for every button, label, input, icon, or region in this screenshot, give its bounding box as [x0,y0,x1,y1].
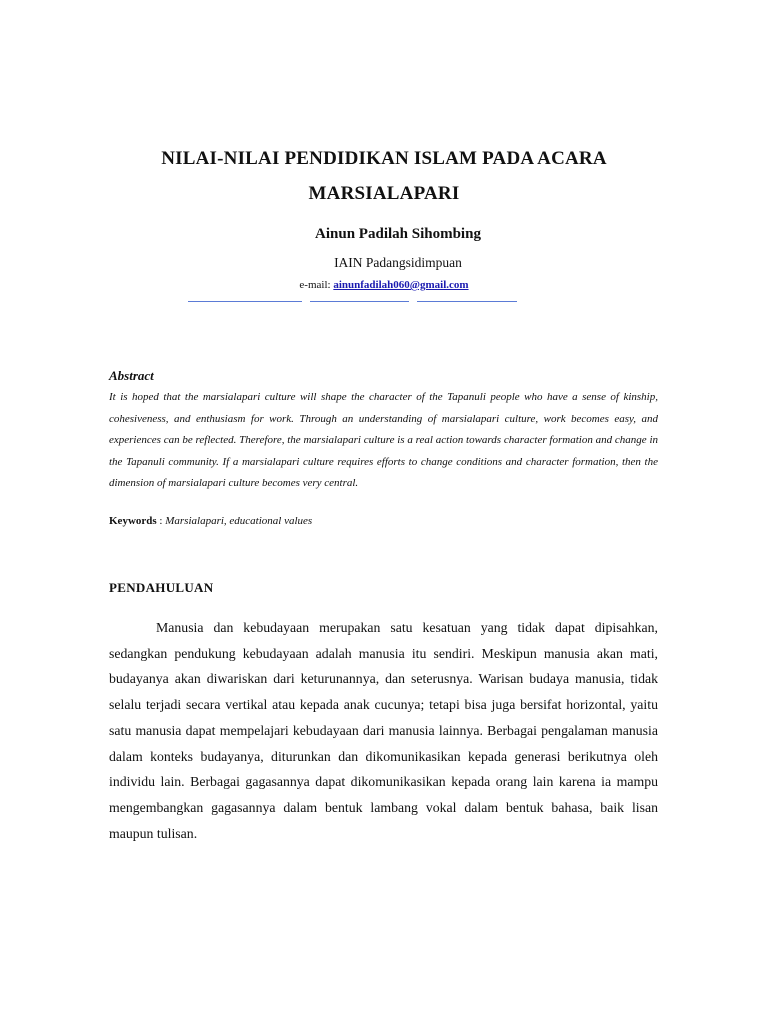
paper-title-line-1: NILAI-NILAI PENDIDIKAN ISLAM PADA ACARA [161,148,607,169]
underline-rule [310,301,409,302]
abstract-text: It is hoped that the marsialapari culture will shape the character of the Tapanuli people who have a sense of kinship, cohesiveness, and enthusiasm for work. Through an understanding of marsialapari culture, work becomes easy, and experiences can be reflected. Therefore, the marsialapari culture is a real action towards character formation and change in the Tapanuli community. If a marsialapari culture requires efforts to change conditions and character formation, then the dimension of marsialapari culture becomes very central. [109,391,658,490]
email-link[interactable]: ainunfadilah060@gmail.com [333,279,469,291]
paper-title-line-2: MARSIALAPARI [308,183,460,204]
author-affiliation: IAIN Padangsidimpuan [334,255,462,270]
email-line [0,279,768,291]
underline-rule [417,301,517,302]
author-name: Ainun Padilah Sihombing [315,226,481,242]
underline-rule [188,301,302,302]
keywords-value: Marsialapari, educational values [165,515,313,527]
keywords-line [109,515,312,527]
intro-paragraph: Manusia dan kebudayaan merupakan satu kesatuan yang tidak dapat dipisahkan, sedangkan pendukung kebudayaan adalah manusia itu sendiri. Meskipun manusia akan mati, budayanya akan diwariskan dari keturunannya, dan seterusnya. Warisan budaya manusia, tidak selalu terjadi secara vertikal atau kepada anak cucunya; tetapi bisa juga bersifat horizontal, yaitu satu manusia dapat mempelajari kebudayaan dari manusia lainnya. Berbagai pengalaman manusia dalam konteks budayanya, diturunkan dan dikomunikasikan kepada generasi berikutnya oleh individu lain. Berbagai gagasannya dapat dikomunikasikan kepada orang lain karena ia mampu mengembangkan gagasannya dalam bentuk lambang vokal dalam bentuk bahasa, baik lisan maupun tulisan. [109,620,658,841]
section-heading: PENDAHULUAN [109,580,214,595]
abstract-heading: Abstract [109,368,154,383]
keywords-label: Keywords [109,515,157,527]
keywords-separator: : [156,515,166,527]
email-label: e-mail: [299,279,334,291]
